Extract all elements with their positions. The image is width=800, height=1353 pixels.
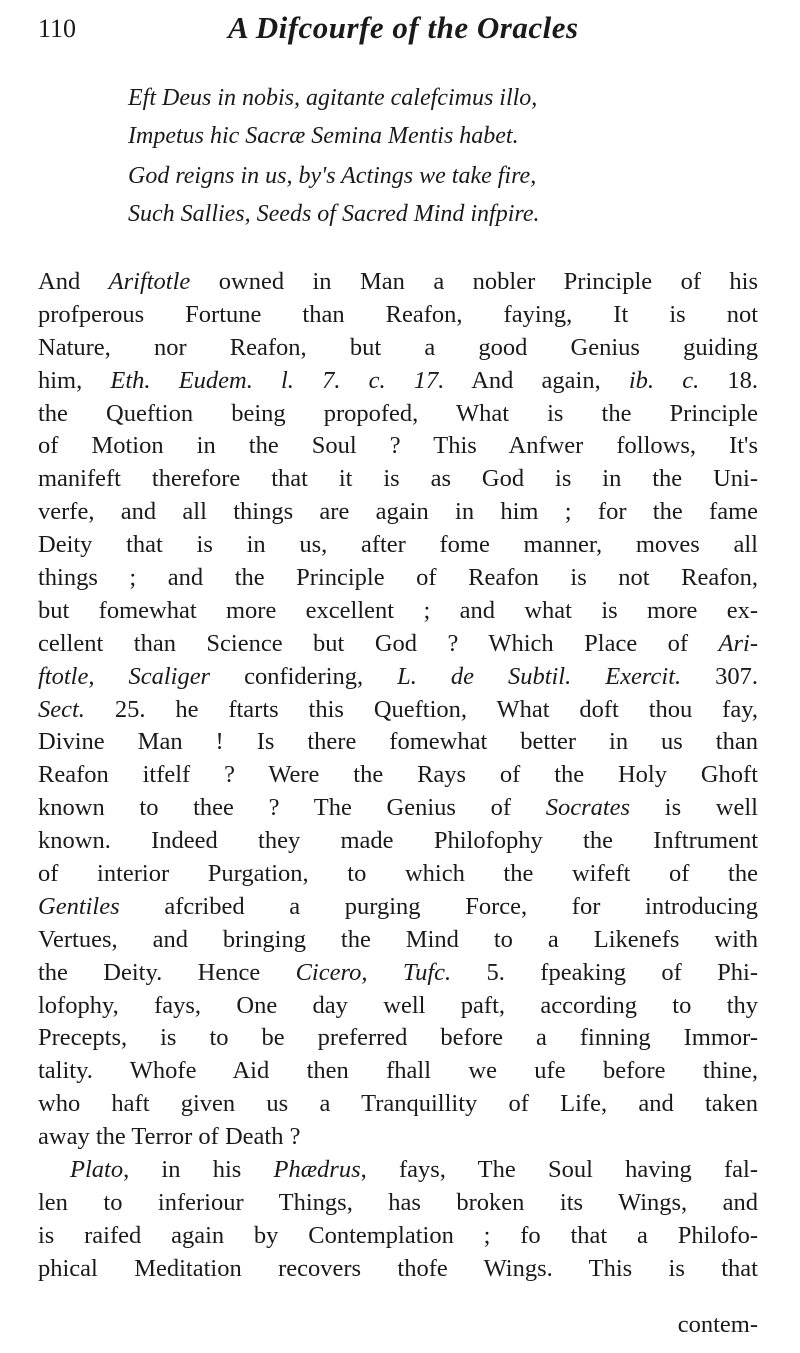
verse-line: Such Sallies, Seeds of Sacred Mind infpire. <box>128 201 540 227</box>
text-line: Vertues, and bringing the Mind to a Likenefs with <box>38 925 758 953</box>
verse-line: Impetus hic Sacræ Semina Mentis habet. <box>128 123 519 149</box>
text-line: Nature, nor Reafon, but a good Genius guiding <box>38 333 758 361</box>
text-line: things ; and the Principle of Reafon is not Reafon, <box>38 564 758 592</box>
text-line: the Deity. Hence Cicero, Tufc. 5. fpeaking of Phi- <box>38 958 759 986</box>
text-line: Divine Man ! Is there fomewhat better in us than <box>38 728 758 756</box>
text-line: Reafon itfelf ? Were the Rays of the Holy Ghoft <box>38 761 758 789</box>
text-line: tality. Whofe Aid then fhall we ufe before thine, <box>38 1057 758 1085</box>
text-line: profperous Fortune than Reafon, faying, It is not <box>38 300 758 328</box>
text-line: Precepts, is to be preferred before a finning Immor- <box>38 1024 758 1052</box>
text-line: but fomewhat more excellent ; and what is more ex- <box>38 596 758 624</box>
text-line: of Motion in the Soul ? This Anfwer follows, It's <box>38 432 758 460</box>
text-line: Gentiles afcribed a purging Force, for introducing <box>38 892 758 920</box>
text-line: Plato, in his Phædrus, fays, The Soul having fal- <box>70 1156 759 1184</box>
verse-line: Eft Deus in nobis, agitante calefcimus illo, <box>128 85 538 111</box>
verse-line: God reigns in us, by's Actings we take fire, <box>128 163 537 189</box>
text-line: verfe, and all things are again in him ; for the fame <box>38 498 758 526</box>
text-line: phical Meditation recovers thofe Wings. This is that <box>38 1254 758 1282</box>
page-number: 110 <box>38 14 77 43</box>
text-line: who haft given us a Tranquillity of Life, and taken <box>38 1090 758 1118</box>
english-verse <box>128 157 539 233</box>
text-line: away the Terror of Death ? <box>38 1123 301 1151</box>
catchword: contem- <box>677 1311 758 1338</box>
text-line: Deity that is in us, after fome manner, moves all <box>38 531 758 559</box>
text-line: cellent than Science but God ? Which Place of Ari- <box>38 629 758 657</box>
text-line: manifeft therefore that it is as God is in the Uni- <box>38 465 758 493</box>
page-header <box>38 0 778 60</box>
latin-verse <box>128 79 537 155</box>
body-text <box>38 266 758 1286</box>
text-line: Sect. 25. he ftarts this Queftion, What doft thou fay, <box>38 695 758 723</box>
text-line: known to thee ? The Genius of Socrates is well <box>38 794 758 822</box>
text-line: And Ariftotle owned in Man a nobler Principle of his <box>38 268 758 295</box>
text-line: ftotle, Scaliger confidering, L. de Subtil. Exercit. 307. <box>38 662 759 690</box>
text-line: len to inferiour Things, has broken its Wings, and <box>38 1188 758 1216</box>
text-line: known. Indeed they made Philofophy the Inftrument <box>38 827 758 855</box>
running-title: A Difcourfe of the Oracles <box>228 10 579 45</box>
text-line: is raifed again by Contemplation ; fo that a Philofo- <box>38 1221 758 1249</box>
text-line: him, Eth. Eudem. l. 7. c. 17. And again, ib. c. 18. <box>38 366 758 394</box>
text-line: the Queftion being propofed, What is the Principle <box>38 399 758 427</box>
text-line: of interior Purgation, to which the wifeft of the <box>38 860 758 888</box>
text-line: lofophy, fays, One day well paft, according to thy <box>38 991 758 1019</box>
